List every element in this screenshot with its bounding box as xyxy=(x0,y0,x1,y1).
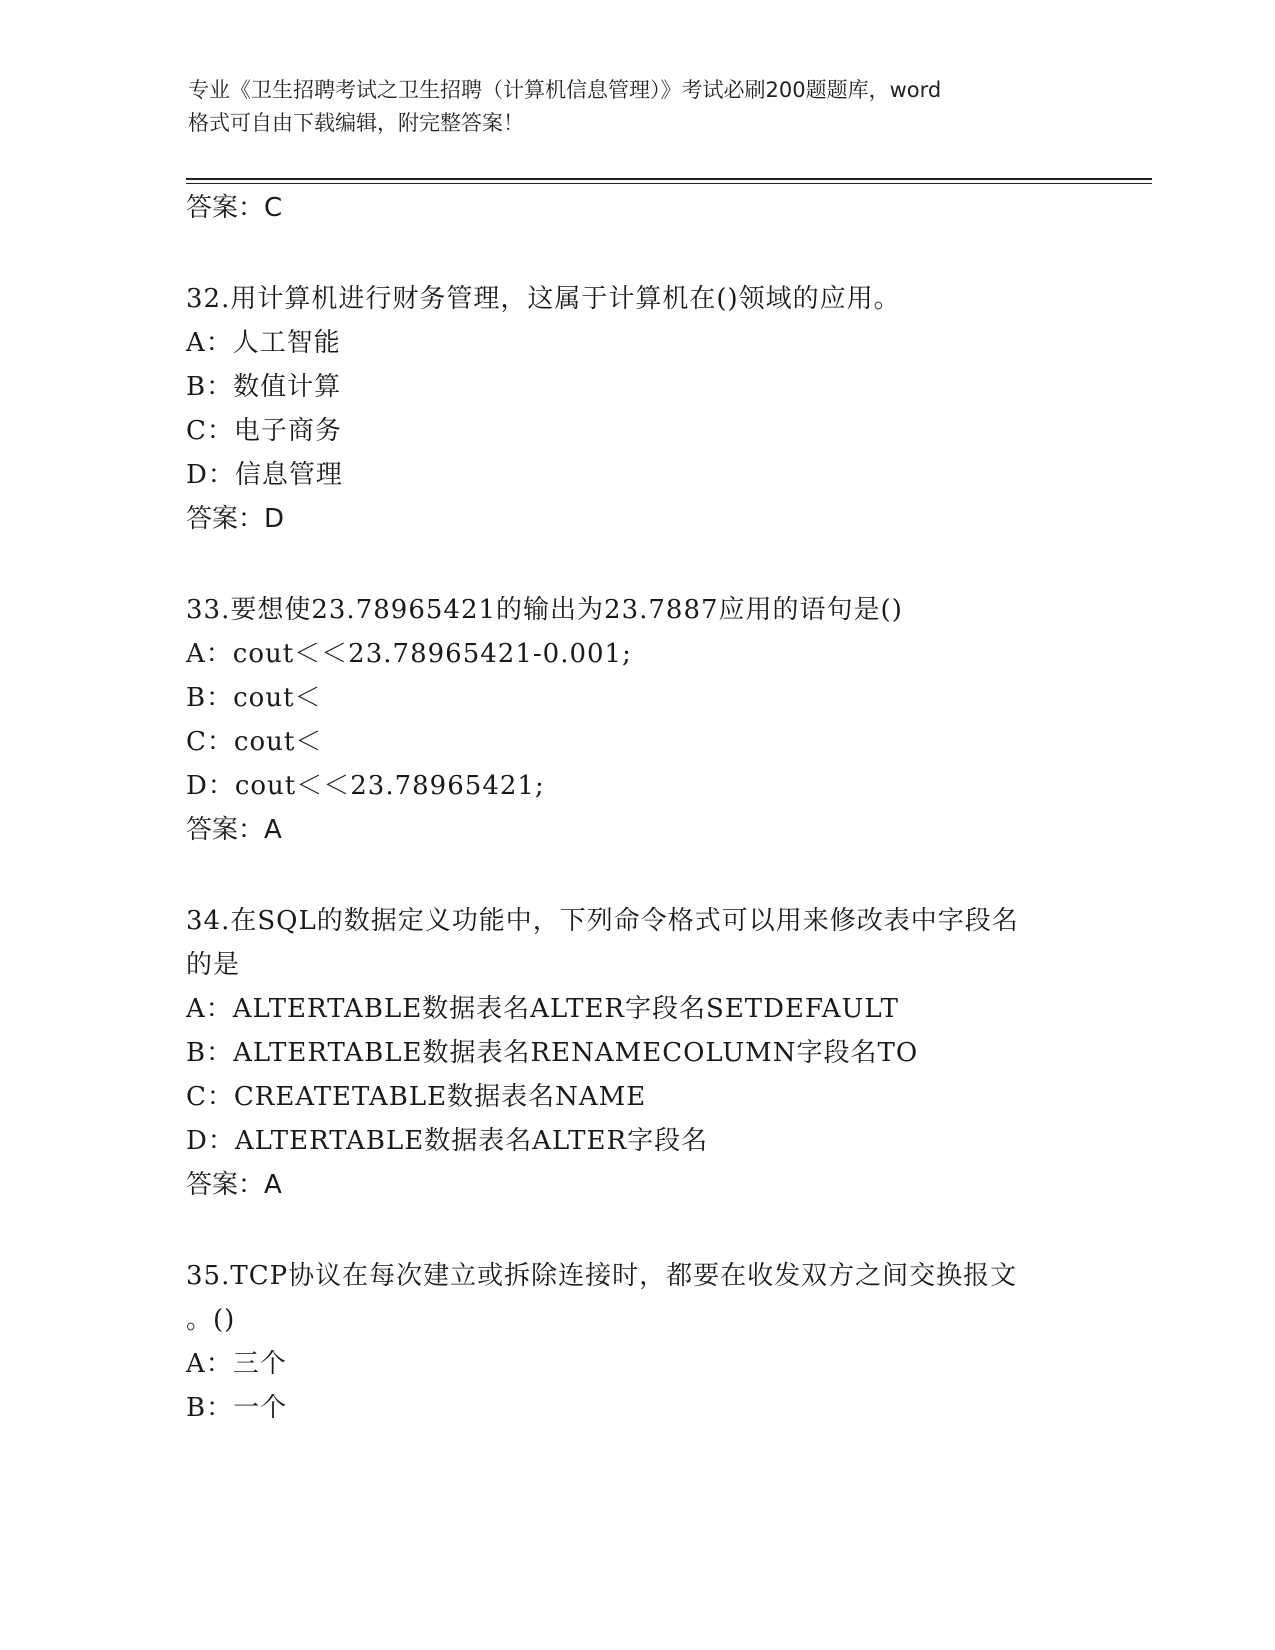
question-35-option-b: B：一个 xyxy=(186,1393,288,1423)
question-35-stem: 35.TCP协议在每次建立或拆除连接时，都要在收发双方之间交换报文 xyxy=(186,1261,1018,1291)
header-line-1: 专业《卫生招聘考试之卫生招聘（计算机信息管理）》考试必刷200题题库，word xyxy=(188,78,942,102)
question-33-answer: 答案：A xyxy=(186,815,282,845)
document-header xyxy=(188,74,1088,140)
header-divider-thin xyxy=(186,183,1152,184)
question-32-option-d: D：信息管理 xyxy=(186,460,343,490)
question-32-option-b: B：数值计算 xyxy=(186,372,342,402)
question-33-option-a: A：cout＜＜23.78965421-0.001; xyxy=(186,639,632,669)
question-33-option-c: C：cout＜ xyxy=(186,727,323,757)
question-33-stem: 33.要想使23.78965421的输出为23.7887应用的语句是() xyxy=(186,595,903,625)
question-34-answer: 答案：A xyxy=(186,1170,282,1200)
header-line-2: 格式可自由下载编辑，附完整答案！ xyxy=(188,111,524,135)
header-divider-thick xyxy=(186,178,1152,180)
question-35-option-a: A：三个 xyxy=(186,1349,287,1379)
question-32-option-a: A：人工智能 xyxy=(186,328,341,358)
answer-previous: 答案：C xyxy=(186,193,283,223)
question-32-answer: 答案：D xyxy=(186,504,285,534)
question-34-stem-continued: 的是 xyxy=(186,950,241,980)
question-34-stem: 34.在SQL的数据定义功能中，下列命令格式可以用来修改表中字段名 xyxy=(186,906,1019,936)
question-32-option-c: C：电子商务 xyxy=(186,416,342,446)
question-32-stem: 32.用计算机进行财务管理，这属于计算机在()领域的应用。 xyxy=(186,284,901,314)
question-34-option-c: C：CREATETABLE数据表名NAME xyxy=(186,1082,647,1112)
question-35-stem-continued: 。() xyxy=(186,1305,236,1335)
question-33-option-d: D：cout＜＜23.78965421; xyxy=(186,771,545,801)
question-34-option-d: D：ALTERTABLE数据表名ALTER字段名 xyxy=(186,1126,709,1156)
question-34-option-a: A：ALTERTABLE数据表名ALTER字段名SETDEFAULT xyxy=(186,994,899,1024)
question-33-option-b: B：cout＜ xyxy=(186,683,322,713)
question-34-option-b: B：ALTERTABLE数据表名RENAMECOLUMN字段名TO xyxy=(186,1038,919,1068)
